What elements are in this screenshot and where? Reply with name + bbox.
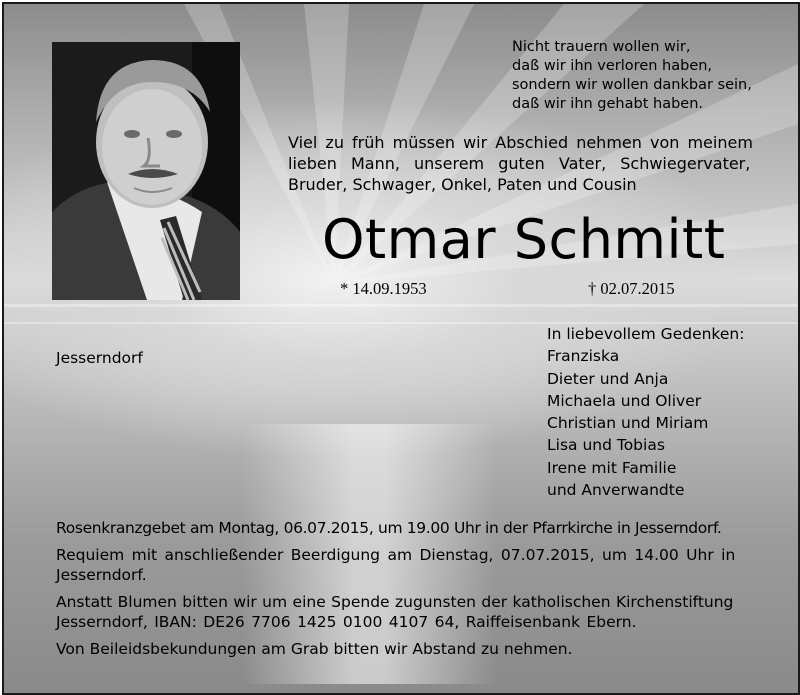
memorial-quote xyxy=(512,38,792,114)
mourners-list xyxy=(547,323,797,501)
birth-date: * 14.09.1953 xyxy=(340,279,427,298)
donation-line: Anstatt Blumen bitten wir um eine Spende zugunsten der katholischen Kirchenstiftung xyxy=(56,592,734,611)
requiem-announcement xyxy=(56,545,752,586)
mourner-name: Michaela und Oliver xyxy=(547,391,702,410)
condolence-note: Von Beileidsbekundungen am Grab bitten wir Abstand zu nehmen. xyxy=(56,639,573,658)
requiem-line: Requiem mit anschließender Beerdigung am Dienstag, 07.07.2015, um 14.00 Uhr in xyxy=(56,545,736,564)
quote-line: daß wir ihn verloren haben, xyxy=(512,58,713,74)
portrait-photo xyxy=(52,42,240,300)
intro-line xyxy=(288,132,753,153)
intro-line-text: lieben Mann, unserem guten Vater, Schwiegervater, xyxy=(288,154,751,173)
mourner-name: Lisa und Tobias xyxy=(547,436,665,455)
quote-line: Nicht trauern wollen wir, xyxy=(512,39,691,55)
obituary-notice xyxy=(2,2,800,695)
death-date: † 02.07.2015 xyxy=(588,279,675,298)
service-announcements xyxy=(56,518,752,665)
farewell-intro xyxy=(288,132,753,195)
deceased-name: Otmar Schmitt xyxy=(322,208,726,271)
mourner-name: Christian und Miriam xyxy=(547,414,709,433)
rosary-announcement: Rosenkranzgebet am Montag, 06.07.2015, um 19.00 Uhr in der Pfarrkirche in Jesserndorf. xyxy=(56,519,722,537)
place-name: Jesserndorf xyxy=(56,349,143,367)
mourners-heading: In liebevollem Gedenken: xyxy=(547,325,745,343)
intro-line: Bruder, Schwager, Onkel, Paten und Cousin xyxy=(288,175,637,194)
intro-line-text: Viel zu früh müssen wir Abschied nehmen von meinem xyxy=(288,133,753,152)
donation-line: Jesserndorf, IBAN: DE26 7706 1425 0100 4107 64, Raiffeisenbank Ebern. xyxy=(56,613,637,631)
quote-line: daß wir ihn gehabt haben. xyxy=(512,96,704,112)
mourner-name: Franziska xyxy=(547,347,620,366)
mourner-name: Dieter und Anja xyxy=(547,369,669,388)
mourner-name: Irene mit Familie xyxy=(547,458,677,477)
mourner-name: und Anverwandte xyxy=(547,481,685,500)
intro-line xyxy=(288,153,751,174)
quote-line: sondern wir wollen dankbar sein, xyxy=(512,77,752,93)
donation-request xyxy=(56,592,752,633)
requiem-line: Jesserndorf. xyxy=(56,566,147,584)
